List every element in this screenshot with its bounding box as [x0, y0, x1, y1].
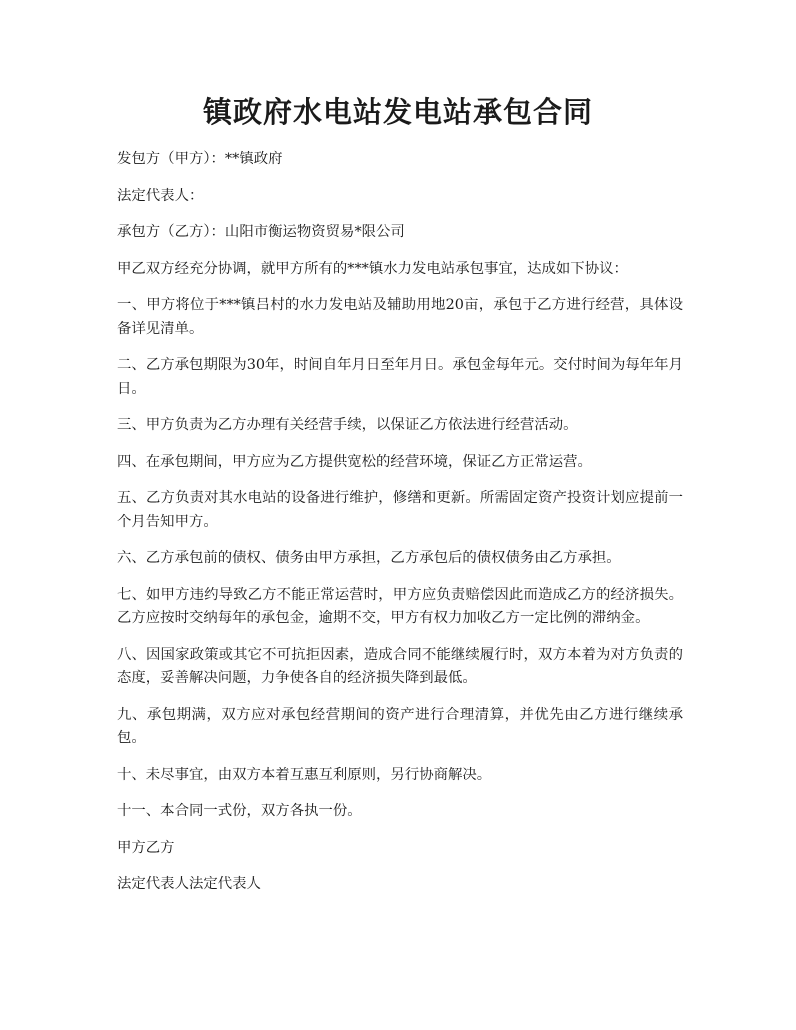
- clause-4: 四、在承包期间，甲方应为乙方提供宽松的经营环境，保证乙方正常运营。: [117, 453, 592, 470]
- clause-6: 六、乙方承包前的债权、债务由甲方承担，乙方承包后的债权债务由乙方承担。: [117, 550, 621, 566]
- clause-5: 五、乙方负责对其水电站的设备进行维护，修缮和更新。所需固定资产投资计划应提前一个月告知甲方。: [117, 490, 683, 530]
- clause-11: 十一、本合同一式份，双方各执一份。: [117, 803, 362, 819]
- clause-1: 一、甲方将位于***镇吕村的水力发电站及辅助用地20亩，承包于乙方进行经营，具体设备详见清单。: [117, 297, 683, 337]
- clause-8: 八、因国家政策或其它不可抗拒因素，造成合同不能继续履行时，双方本着为对方负责的态度，妥善解决问题，力争使各自的经济损失降到最低。: [117, 646, 683, 686]
- clause-7: 七、如甲方违约导致乙方不能正常运营时，甲方应负责赔偿因此而造成乙方的经济损失。乙方应按时交纳每年的承包金，逾期不交，甲方有权力加收乙方一定比例的滞纳金。: [117, 586, 683, 626]
- clause-3: 三、甲方负责为乙方办理有关经营手续，以保证乙方依法进行经营活动。: [117, 417, 578, 433]
- party-a-representative: 法定代表人：: [117, 187, 204, 204]
- clause-9: 九、承包期满，双方应对承包经营期间的资产进行合理清算，并优先由乙方进行继续承包。: [117, 706, 683, 746]
- party-b: 承包方（乙方）：山阳市衡运物资贸易*限公司: [117, 224, 405, 240]
- party-a: 发包方（甲方）：**镇政府: [117, 151, 283, 167]
- document-body: [117, 148, 683, 910]
- signature-parties: 甲方乙方: [117, 839, 175, 856]
- preamble: 甲乙双方经充分协调，就甲方所有的***镇水力发电站承包事宜，达成如下协议：: [117, 260, 628, 277]
- signature-representatives: 法定代表人法定代表人: [117, 876, 261, 892]
- clause-10: 十、未尽事宜，由双方本着互惠互利原则，另行协商解决。: [117, 766, 492, 783]
- clause-2: 二、乙方承包期限为30年，时间自年月日至年月日。承包金每年元。交付时间为每年年月日。: [117, 357, 683, 397]
- document-title: 镇政府水电站发电站承包合同: [202, 95, 593, 129]
